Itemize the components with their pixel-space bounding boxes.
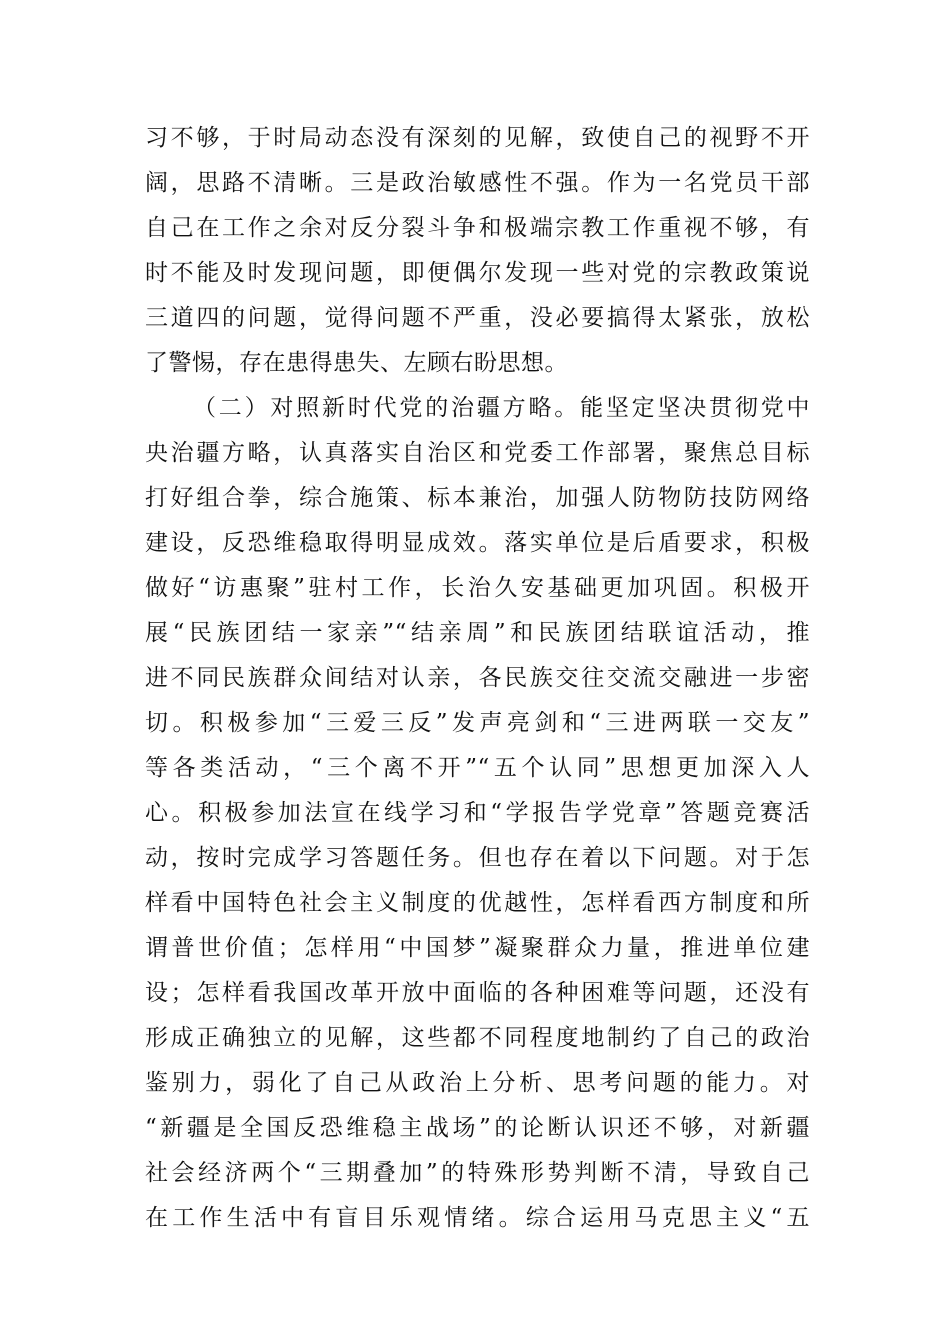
paragraph-2-line-14: 设；怎样看我国改革开放中面临的各种困难等问题，还没有 (145, 980, 810, 1006)
paragraph-2-line-10: 心。积极参加法宣在线学习和“学报告学党章”答题竞赛活 (145, 800, 810, 826)
paragraph-1-line-2: 阔，思路不清晰。三是政治敏感性不强。作为一名党员干部 (145, 170, 810, 196)
paragraph-2-line-15: 形成正确独立的见解，这些都不同程度地制约了自己的政治 (145, 1025, 810, 1051)
paragraph-1-line-1: 习不够，于时局动态没有深刻的见解，致使自己的视野不开 (145, 125, 810, 151)
paragraph-2-line-9: 等各类活动，“三个离不开”“五个认同”思想更加深入人 (145, 755, 810, 781)
paragraph-2-line-3: 打好组合拳，综合施策、标本兼治，加强人防物防技防网络 (145, 485, 810, 511)
paragraph-2-line-13: 谓普世价值；怎样用“中国梦”凝聚群众力量，推进单位建 (145, 935, 810, 961)
paragraph-2-line-4: 建设，反恐维稳取得明显成效。落实单位是后盾要求，积极 (145, 530, 810, 556)
paragraph-1-line-3: 自己在工作之余对反分裂斗争和极端宗教工作重视不够，有 (145, 215, 810, 241)
paragraph-2-line-16: 鉴别力，弱化了自己从政治上分析、思考问题的能力。对 (145, 1070, 810, 1096)
paragraph-1-line-5: 三道四的问题，觉得问题不严重，没必要搞得太紧张，放松 (145, 305, 810, 331)
paragraph-2-line-5: 做好“访惠聚”驻村工作，长治久安基础更加巩固。积极开 (145, 575, 810, 601)
paragraph-2-line-8: 切。积极参加“三爱三反”发声亮剑和“三进两联一交友” (145, 710, 810, 736)
paragraph-2-line-12: 样看中国特色社会主义制度的优越性，怎样看西方制度和所 (145, 890, 810, 916)
paragraph-2-line-19: 在工作生活中有盲目乐观情绪。综合运用马克思主义“五 (145, 1205, 810, 1231)
paragraph-1-line-4: 时不能及时发现问题，即便偶尔发现一些对党的宗教政策说 (145, 260, 810, 286)
paragraph-2-line-17: “新疆是全国反恐维稳主战场”的论断认识还不够，对新疆 (145, 1115, 810, 1141)
paragraph-1-line-6: 了警惕，存在患得患失、左顾右盼思想。 (145, 350, 568, 376)
paragraph-2-line-11: 动，按时完成学习答题任务。但也存在着以下问题。对于怎 (145, 845, 810, 871)
paragraph-2-line-1: （二）对照新时代党的治疆方略。能坚定坚决贯彻党中 (193, 395, 810, 421)
paragraph-2-line-18: 社会经济两个“三期叠加”的特殊形势判断不清，导致自己 (145, 1160, 810, 1186)
paragraph-2-line-7: 进不同民族群众间结对认亲，各民族交往交流交融进一步密 (145, 665, 810, 691)
paragraph-2-line-2: 央治疆方略，认真落实自治区和党委工作部署，聚焦总目标 (145, 440, 810, 466)
paragraph-2-line-6: 展“民族团结一家亲”“结亲周”和民族团结联谊活动，推 (145, 620, 810, 646)
